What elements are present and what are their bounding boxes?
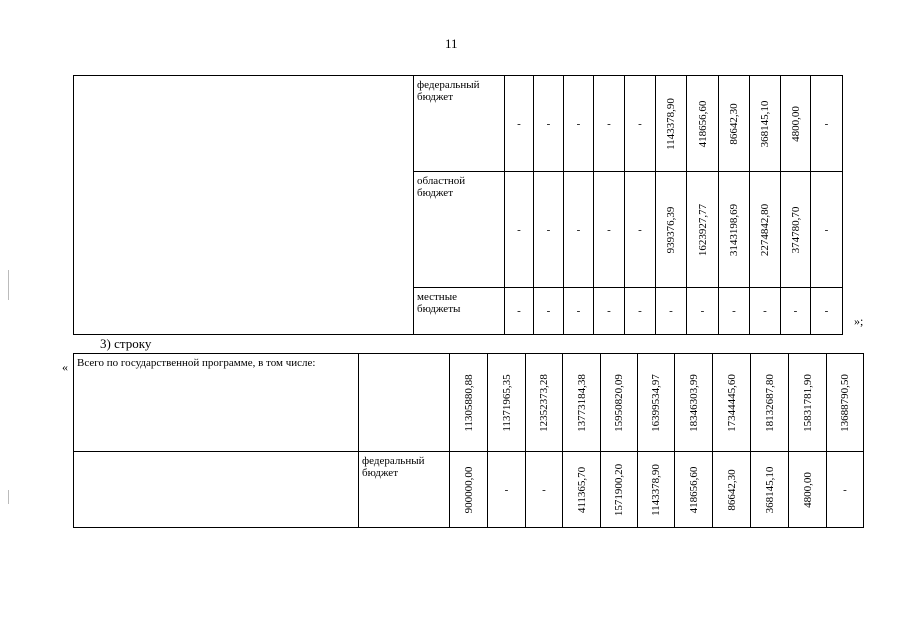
federal-value-cell (450, 452, 488, 528)
value-cell (594, 288, 625, 335)
value-cell (594, 76, 625, 172)
table-row (74, 76, 843, 172)
total-value-cell (450, 354, 488, 452)
budget-value: 3143198,69 (728, 203, 740, 256)
federal-value: 418656,60 (687, 466, 700, 513)
empty-value-dash: - (546, 305, 551, 317)
empty-value-dash: - (763, 305, 767, 317)
value-cell (594, 172, 625, 288)
value-cell (656, 172, 687, 288)
value-cell (505, 172, 534, 288)
value-cell (656, 288, 687, 335)
total-value-cell (488, 354, 526, 452)
empty-value-dash: - (504, 483, 509, 496)
value-cell (750, 288, 781, 335)
table-row (74, 452, 864, 528)
federal-label: федеральный бюджет (359, 452, 450, 528)
empty-value-dash: - (824, 305, 829, 317)
total-value: 17344445,60 (725, 373, 738, 432)
empty-value-dash: - (607, 117, 611, 130)
total-value: 12352373,28 (538, 373, 550, 432)
federal-value: 4800,00 (801, 471, 814, 508)
value-cell (534, 288, 564, 335)
value-cell (687, 288, 719, 335)
value-cell (505, 76, 534, 172)
empty-value-dash: - (824, 223, 829, 236)
federal-value: 86642,30 (725, 468, 738, 511)
budget-value: 374780,70 (789, 206, 802, 253)
total-value: 18346303,99 (687, 373, 700, 432)
federal-value-cell (827, 452, 864, 528)
federal-value-cell (526, 452, 563, 528)
value-cell (687, 76, 719, 172)
total-value: 16399534,97 (650, 373, 662, 432)
value-cell (534, 172, 564, 288)
budget-value: 368145,10 (759, 100, 771, 147)
budget-value: 418656,60 (696, 100, 709, 147)
total-value: 15831781,90 (801, 373, 814, 432)
budget-value: 1143378,90 (665, 97, 677, 150)
table-row (74, 354, 864, 452)
total-value: 18132687,80 (763, 373, 776, 432)
value-cell (564, 288, 594, 335)
empty-value-dash: - (700, 305, 705, 317)
federal-value-cell (789, 452, 827, 528)
budget-value: 2274842,80 (759, 203, 771, 256)
empty-value-dash: - (638, 223, 642, 236)
budget-value: 939376,39 (665, 206, 677, 253)
federal-value: 900000,00 (462, 466, 475, 513)
empty-value-dash: - (638, 305, 642, 317)
value-cell (564, 172, 594, 288)
federal-value-cell (751, 452, 789, 528)
total-value-cell (827, 354, 864, 452)
empty-value-dash: - (732, 305, 736, 317)
row-label: федеральный бюджет (414, 76, 505, 172)
total-value-cell (601, 354, 638, 452)
row-label: местные бюджеты (414, 288, 505, 335)
value-cell (625, 288, 656, 335)
empty-value-dash: - (607, 305, 611, 317)
empty-value-dash: - (793, 305, 798, 317)
empty-value-dash: - (546, 117, 551, 130)
budget-value: 86642,30 (728, 102, 740, 145)
row-label: областной бюджет (414, 172, 505, 288)
total-value-cell (563, 354, 601, 452)
empty-value-dash: - (669, 305, 673, 317)
value-cell (625, 76, 656, 172)
empty-value-dash: - (607, 223, 611, 236)
total-value-cell (751, 354, 789, 452)
value-cell (505, 288, 534, 335)
empty-value-dash: - (542, 483, 546, 496)
federal-value: 1571900,20 (613, 463, 625, 516)
total-value: 11305880,88 (462, 373, 475, 432)
scan-edge-mark (8, 490, 9, 504)
opening-quote: « (62, 360, 68, 374)
federal-value-cell (563, 452, 601, 528)
budget-value: 1623927,77 (696, 203, 709, 256)
value-cell (534, 76, 564, 172)
total-value-cell (526, 354, 563, 452)
value-cell (781, 76, 811, 172)
budget-table-total (73, 353, 864, 528)
value-cell (750, 76, 781, 172)
value-cell (750, 172, 781, 288)
empty-value-dash: - (638, 117, 642, 130)
empty-value-dash: - (517, 223, 521, 236)
federal-value-cell (713, 452, 751, 528)
federal-value: 411365,70 (575, 466, 588, 513)
value-cell (781, 288, 811, 335)
value-cell (811, 288, 843, 335)
value-cell (719, 288, 750, 335)
value-cell (625, 172, 656, 288)
value-cell (781, 172, 811, 288)
value-cell (687, 172, 719, 288)
empty-value-dash: - (576, 305, 581, 317)
federal-value: 368145,10 (763, 466, 776, 513)
federal-value: 1143378,90 (650, 463, 662, 516)
total-value: 13688790,50 (839, 373, 851, 432)
empty-value-dash: - (843, 483, 847, 496)
empty-cell (74, 76, 414, 335)
total-value-cell (713, 354, 751, 452)
value-cell (719, 76, 750, 172)
federal-value-cell (638, 452, 675, 528)
total-value-cell (638, 354, 675, 452)
budget-table-continued (73, 75, 843, 335)
total-value-cell (675, 354, 713, 452)
value-cell (656, 76, 687, 172)
budget-value: 4800,00 (789, 105, 802, 142)
value-cell (564, 76, 594, 172)
empty-value-dash: - (576, 223, 581, 236)
total-value: 13773184,38 (575, 373, 588, 432)
empty-cell (74, 452, 359, 528)
federal-value-cell (675, 452, 713, 528)
empty-value-dash: - (517, 305, 521, 317)
page-number: 11 (445, 36, 458, 51)
federal-value-cell (488, 452, 526, 528)
empty-value-dash: - (546, 223, 551, 236)
closing-quote: »; (854, 314, 864, 328)
section-label: 3) строку (100, 336, 152, 351)
total-title: Всего по государственной программе, в том числе: (74, 354, 359, 452)
empty-value-dash: - (517, 117, 521, 130)
value-cell (811, 172, 843, 288)
total-value: 15950820,09 (613, 373, 625, 432)
total-value: 11371965,35 (500, 373, 513, 432)
empty-value-dash: - (824, 117, 829, 130)
total-value-cell (789, 354, 827, 452)
scan-edge-mark (8, 270, 9, 300)
value-cell (811, 76, 843, 172)
value-cell (719, 172, 750, 288)
empty-cell (359, 354, 450, 452)
federal-value-cell (601, 452, 638, 528)
empty-value-dash: - (576, 117, 581, 130)
